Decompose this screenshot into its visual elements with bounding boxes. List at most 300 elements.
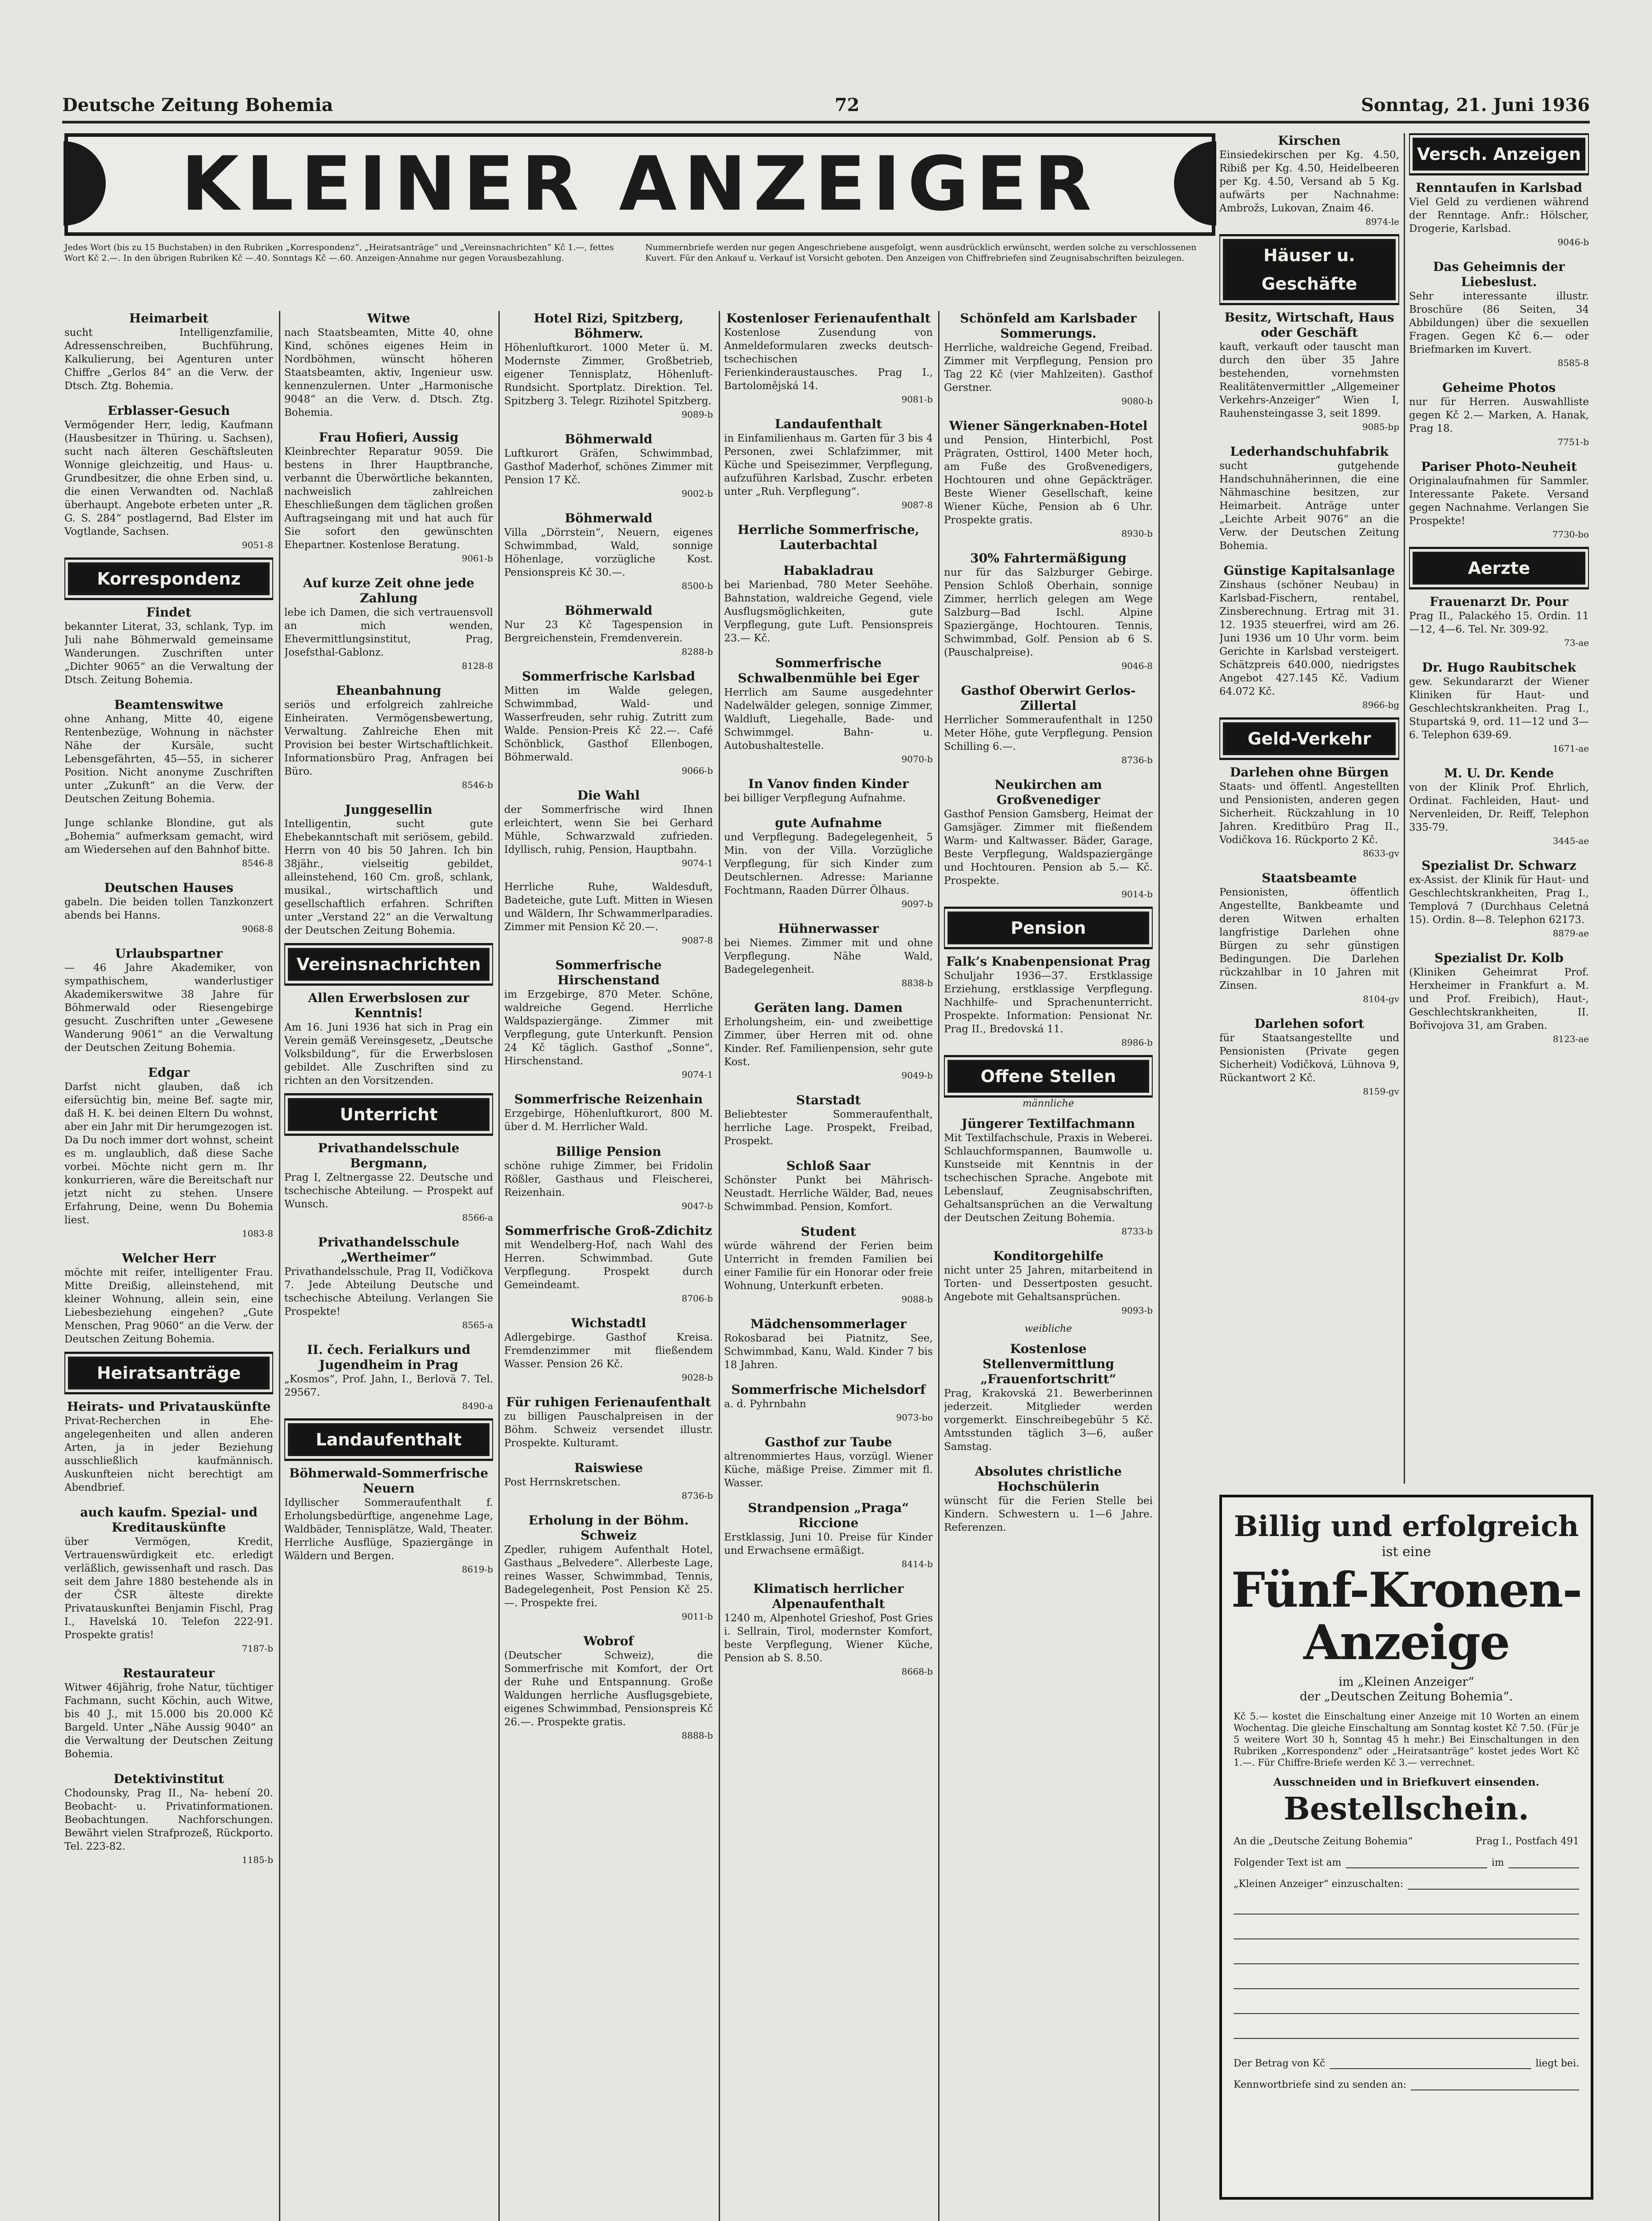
classified-ad (64, 880, 273, 935)
classified-ad (64, 1065, 273, 1240)
ad-headline: Klimatisch herrlicher Alpenaufenthalt (753, 1581, 904, 1611)
ad-headline: Junggesellin (345, 802, 433, 817)
ad-code: 8974-le (1365, 216, 1399, 227)
classified-ad (1219, 133, 1399, 228)
classified-ad (284, 1342, 493, 1413)
classified-ad (1219, 765, 1399, 860)
ad-code: 8546-b (462, 780, 493, 790)
ad-column-5 (944, 311, 1153, 2221)
order-date-suffix: im (1491, 1857, 1504, 1868)
classified-ad (724, 563, 933, 645)
ad-headline: Böhmerwald (565, 511, 653, 525)
order-text-blank[interactable] (1234, 1890, 1579, 1915)
classified-ad (284, 802, 493, 937)
ad-code: 1671-ae (1552, 743, 1589, 754)
ad-code: 8930-b (1121, 528, 1153, 539)
ad-text: Herrliche, waldreiche Gegend, Freibad. Zimmer mit Verpflegung, Pension pro Tag 22 Kč (vier Mahlzeiten). Gasthof Gerstner. (944, 342, 1153, 394)
masthead-name: Deutsche Zeitung Bohemia (62, 94, 333, 115)
section-heading: Geld-Verkehr (1223, 722, 1396, 755)
issue-date: Sonntag, 21. Juni 1936 (1361, 94, 1590, 115)
ad-code: 3445-ae (1552, 836, 1589, 846)
ad-text: Rokosbarad bei Piatnitz, See, Schwimmbad, Kanu, Wald. Kinder 7 bis 18 Jahren. (724, 1333, 933, 1371)
ad-text: (Deutscher Schweiz), die Sommerfrische mit Komfort, der Ort der Ruhe und Entspannung. Große Waldungen herrliche Ausflugsgebiete, eigenes Schwimmbad, Pensionspreis Kč 26.—. Prospekte gratis. (504, 1650, 713, 1728)
ad-headline: Spezialist Dr. Kolb (1434, 951, 1564, 965)
classified-ad (504, 669, 713, 777)
classified-ad (504, 1092, 713, 1134)
ad-headline: Starstadt (796, 1093, 861, 1107)
classified-ad (64, 403, 273, 552)
classified-ad (64, 1505, 273, 1655)
ad-text: Zpedler, ruhigem Aufenthalt Hotel, Gasthaus „Belvedere“. Allerbeste Lage, reines Wasser, Schwimmbad, Tennis, Badegelegenheit, Post Pension Kč 25.—. Prospekte frei. (504, 1544, 713, 1609)
ad-text: und Verpflegung. Badegelegenheit, 5 Min. von der Villa. Vorzügliche Verpflegung, für sich Kinder zum Deutschlernen. Adresse: Marianne Fochtmann, Raaden Dürrer Ölhaus. (724, 832, 933, 896)
coupon-connector: ist eine (1381, 1544, 1431, 1560)
ad-text: Mitten im Walde gelegen, Schwimmbad, Wald- und Wasserfreuden, sehr ruhig. Zutritt zum Walde. Pension-Preis Kč 22.—. Café Schönblick, Gasthof Ellenbogen, Böhmerwald. (504, 685, 713, 763)
ad-text: Beliebtester Sommeraufenthalt, herrliche Lage. Prospekt, Freibad, Prospekt. (724, 1109, 933, 1147)
ad-headline: Strandpension „Praga“ Riccione (748, 1501, 909, 1530)
classified-ad (504, 1634, 713, 1742)
ad-text: Viel Geld zu verdienen während der Renntage. Anfr.: Hölscher, Drogerie, Karlsbad. (1409, 196, 1589, 235)
ad-headline: Geheime Photos (1442, 380, 1556, 395)
ad-text: Kleinbrechter Reparatur 9059. Die bestens in Ihrer Hauptbranche, verbannt die Überwörtliche bekannten, nachweislich zahlreichen Eheschließungen dem täglichen großen Auftragseingang mit und hat auch für Sie sofort den gewünschten Ehepartner. Kostenlose Beratung. (284, 446, 493, 551)
section-heading: Heiratsanträge (68, 1357, 270, 1389)
classified-ad (64, 1771, 273, 1867)
ad-text: gew. Sekundararzt der Wiener Kliniken für Haut- und Geschlechtskrankheiten. Prag I., Stupartská 9, ord. 11—12 und 3—6. Telephon 639-69. (1409, 676, 1589, 741)
terms-left: Jedes Wort (bis zu 15 Buchstaben) in den Rubriken „Korrespondenz“, „Heiratsanträge“ und „Vereinsnachrichten“ Kč 1.—, fettes Wort Kč 2.—. In den übrigen Rubriken Kč —.40. Sonntags Kč —.60. Anzeigen-Annahme nur gegen Vorausbezahlung. (64, 243, 614, 263)
coupon-section: im „Kleinen Anzeiger“ (1338, 1675, 1474, 1689)
ad-code: 9073-bo (896, 1412, 933, 1423)
ad-code: 9087-8 (681, 935, 713, 946)
ad-headline: Edgar (148, 1065, 190, 1080)
classified-ad (944, 1116, 1153, 1238)
ad-text: Vermögender Herr, ledig, Kaufmann (Hausbesitzer in Thüring. u. Sachsen), sucht nach älteren Geschäftsleuten Wonnige gleichzeitig, und Haus- u. Grundbesitzer, die ohne Erben sind, u. die einen Verwandten od. Nachlaß überhaupt. Angebote erbeten unter „R. G. S. 284“ postlagernd, Bad Elster im Vogtlande, Sachsen. (64, 419, 273, 537)
ad-headline: Witwe (367, 311, 410, 326)
ad-headline: M. U. Dr. Kende (1444, 766, 1554, 780)
ad-headline: Erholung in der Böhm. Schweiz (528, 1513, 689, 1543)
section-heading: Häuser u. Geschäfte (1223, 239, 1396, 300)
ad-headline: Beamtenswitwe (114, 697, 223, 712)
classified-ad (504, 432, 713, 500)
ad-headline: Kirschen (1278, 133, 1341, 148)
ad-headline: 30% Fahrtermäßigung (970, 551, 1127, 565)
ad-text: der Sommerfrische wird Ihnen erleichtert, wenn Sie bei Gerhard Mühle, Schwarzwald zufrieden. Idyllisch, ruhig, Pension, Hauptbahn. (504, 804, 713, 856)
ad-headline: Sommerfrische Reizenhain (514, 1092, 703, 1107)
classified-ad (64, 697, 273, 806)
ad-code: 7751-b (1557, 437, 1589, 447)
ad-code: 1185-b (242, 1855, 273, 1865)
section-title: KLEINER ANZEIGER (181, 140, 1099, 227)
ad-text: Adlergebirge. Gasthof Kreisa. Fremdenzimmer mit fließendem Wasser. Pension 26 Kč. (504, 1332, 713, 1370)
classified-ad (724, 1000, 933, 1082)
ad-headline: Heimarbeit (129, 311, 209, 326)
ad-text: Einsiedekirschen per Kg. 4.50, Ribiß per Kg. 4.50, Heidelbeeren per Kg. 4.50, Versand ab 5 Kg. aufwärts per Nachnahme: Ambrožs, Lukovan, Znaim 46. (1219, 149, 1399, 214)
ad-text: — 46 Jahre Akademiker, von sympathischem, wanderlustiger Akademikerswitwe 38 Jahre für Böhmerwald oder Riesengebirge gesucht. Zuschriften unter „Gewesene Wanderung 9061“ an die Verwaltung der Deutschen Zeitung Bohemia. (64, 962, 273, 1054)
section-heading: Offene Stellen (947, 1060, 1149, 1093)
ad-headline: Eheanbahnung (336, 683, 442, 698)
classified-ad (1219, 444, 1399, 553)
ad-text: Erstklassig, Juni 10. Preise für Kinder und Erwachsene ermäßigt. (724, 1532, 933, 1556)
ad-headline: Allen Erwerbslosen zur Kenntnis! (308, 991, 470, 1020)
ad-text: Erholungsheim, ein- und zweibettige Zimmer, über Herren mit od. ohne Kinder. Ref. Familienpension, sehr gute Kost. (724, 1016, 933, 1068)
ad-text: seriös und erfolgreich zahlreiche Einheiraten. Vermögensbewertung, Verwaltung. Zahlreiche Ehen mit Provision bei bester Wirtschaftlichkeit. Informationsbüro Prag, Anfragen bei Büro. (284, 699, 493, 777)
order-date-field[interactable] (1346, 1856, 1487, 1868)
ad-terms (64, 242, 1208, 298)
order-reply-field[interactable] (1411, 2078, 1579, 2090)
classified-ad (724, 1093, 933, 1148)
order-address-to: An die „Deutsche Zeitung Bohemia“ (1234, 1836, 1413, 1847)
ad-code: 8879-ae (1552, 928, 1589, 939)
ad-column-4 (724, 311, 933, 2221)
ad-text: Herrlich am Saume ausgedehnter Nadelwälder gelegen, sonnige Zimmer, Waldluft, Liegehalle, Bade- und Schwimmgel. Bahn- u. Autobushaltestelle. (724, 687, 933, 752)
classified-ad (724, 311, 933, 406)
ad-text: lebe ich Damen, die sich vertrauensvoll an mich wenden, Ehevermittlungsinstitut, Prag, Josefsthal-Gablonz. (284, 607, 493, 658)
ad-text: Schönster Punkt bei Mährisch-Neustadt. Herrliche Wälder, Bad, neues Schwimmbad. Pension, Komfort. (724, 1174, 933, 1213)
ad-text: Chodounsky, Prag II., Na- hebení 20. Beobacht- u. Privatinformationen. Beobachtungen. Nachforschungen. Bewährt vielen Strafprozeß, Rückporto. Tel. 223-82. (64, 1787, 273, 1852)
classified-ad (284, 430, 493, 565)
ad-headline: Hotel Rizi, Spitzberg, Böhmerw. (533, 311, 684, 341)
section-heading: Korrespondenz (68, 562, 270, 595)
classified-ad (944, 1341, 1153, 1453)
order-text-line[interactable] (1234, 1877, 1579, 1890)
classified-ad (64, 1399, 273, 1494)
ad-headline: Privathandelsschule Bergmann, (318, 1141, 460, 1170)
ad-code: 8838-b (901, 978, 933, 988)
ad-headline: Staatsbeamte (1262, 871, 1357, 885)
order-reply-label: Kennwortbriefe sind zu senden an: (1234, 2079, 1407, 2090)
ad-text: Nur 23 Kč Tagespension in Bergreichenstein, Fremdenverein. (504, 619, 713, 644)
ad-headline: Student (800, 1224, 856, 1239)
ad-code: 9046-8 (1121, 661, 1153, 671)
ad-headline: Kostenloser Ferienaufenthalt (726, 311, 931, 326)
ad-code: 8736-b (681, 1490, 713, 1501)
ad-text: Privat-Recherchen in Ehe- angelegenheiten und allen anderen Arten, ja in jeder Beziehung ausschließlich kaufmännisch. Auskunfteien nicht berechtigt am Abendbrief. (64, 1415, 273, 1493)
ad-text: über Vermögen, Kredit, Vertrauenswürdigkeit etc. erledigt verläßlich, gewissenhaft und rasch. Das seit dem Jahre 1880 bestehende als in der ČSR älteste direkte Privatauskunftei Benjamin Fischl, Prag I., Havelská 10. Telefon 222-91. Prospekte gratis! (64, 1536, 273, 1641)
classified-ad (944, 1464, 1153, 1534)
ad-code: 9087-8 (901, 500, 933, 510)
ad-text: Idyllischer Sommeraufenthalt f. Erholungsbedürftige, angenehme Lage, Waldbäder, Tennisplätze, Wald, Theater. Herrliche Ausflüge, Spaziergänge in Wäldern und Bergen. (284, 1497, 493, 1562)
order-text-blank[interactable] (1234, 1915, 1579, 1939)
ad-headline: Schönfeld am Karlsbader Sommerungs. (960, 311, 1137, 341)
order-date-field-2[interactable] (1509, 1856, 1579, 1868)
ad-headline: Wobrof (583, 1634, 634, 1648)
ad-headline: Für ruhigen Ferienaufenthalt (506, 1395, 711, 1409)
ad-headline: Neukirchen am Großvenediger (995, 777, 1102, 807)
classified-ad (1409, 459, 1589, 541)
section-heading: Pension (947, 911, 1149, 944)
classified-ad (1409, 858, 1589, 940)
ad-text: sucht gutgehende Handschuhnäherinnen, die eine Nähmaschine besitzen, zur Heimarbeit. Anträge unter „Leichte Arbeit 9076“ an die Verw. der Deutschen Zeitung Bohemia. (1219, 460, 1399, 552)
terms-right: Nummernbriefe werden nur gegen Angeschriebene ausgefolgt, wenn ausdrücklich erwünscht, werden solche zu verschlossenen Kuvert. Für den Ankauf u. Verkauf ist Vorsicht geboten. Den Anzeigen von Chiffrebriefen sind Zeugnisabschriften beizulegen. (645, 243, 1197, 263)
ad-text: für Staatsangestellte und Pensionisten (Private gegen Sicherheit) Vodičková, Lühnova 9, Rückantwort 2 Kč. (1219, 1032, 1399, 1084)
ad-code: 8566-a (462, 1212, 493, 1223)
ad-text: Am 16. Juni 1936 hat sich in Prag ein Verein gemäß Vereinsgesetz, „Deutsche Volksbildung“, für die Erwerbslosen gebildet. Alle Zuschriften sind zu richten an den Vorsitzenden. (284, 1022, 493, 1087)
ad-code: 9049-b (901, 1070, 933, 1081)
ad-headline: II. čech. Ferialkurs und Jugendheim in Prag (307, 1342, 471, 1372)
ad-column-right-narrow (1409, 133, 1589, 1484)
ad-code: 9066-b (681, 765, 713, 776)
ad-code: 8733-b (1121, 1226, 1153, 1237)
ad-column-right-wide (1219, 133, 1399, 1484)
ad-code: 73-ae (1564, 637, 1589, 648)
ad-code: 9051-8 (242, 540, 273, 550)
ad-headline: Schloß Saar (786, 1158, 871, 1173)
ad-text: wünscht für die Ferien Stelle bei Kindern. Schwestern u. 1—6 Jahre. Referenzen. (944, 1495, 1153, 1533)
ad-text: Pensionisten, öffentlich Angestellte, Bankbeamte und deren Witwen erhalten langfristige Darlehen ohne Bürgen zu sehr günstigen Bedingungen. Die Darlehen rückzahlbar in 10 Jahren mit Zinsen. (1219, 887, 1399, 991)
ad-headline: Renntaufen in Karlsbad (1416, 180, 1582, 195)
ad-text: würde während der Ferien beim Unterricht in fremden Familien bei einer Familie für ein Honorar oder freie Wohnung, Unterkunft erbeten. (724, 1240, 933, 1292)
ad-code: 7187-b (242, 1643, 273, 1654)
classified-ad (1409, 594, 1589, 649)
ad-text: von der Klinik Prof. Ehrlich, Ordinat. Fachleiden, Haut- und Nervenleiden, Dr. Reiff, Telephon 335-79. (1409, 782, 1589, 833)
classified-ad (504, 1461, 713, 1502)
classified-ad (1409, 380, 1589, 449)
ad-text: Darfst nicht glauben, daß ich eifersüchtig bin, meine Bef. sagte mir, daß H. K. bei deinen Eltern Du wohnst, aber ein Jahr mit Dir herumgezogen ist. Da Du noch immer dort wohnst, scheint es m. unglaublich, daß diese Sache vorbei. Möchte nicht gern m. Ihr konkurrieren, wäre die Bereitschaft nur jetzt nicht zu stehen. Unsere Erfahrung, Deine, wenn Du Bohemia liest. (64, 1081, 273, 1226)
classified-ad (1409, 180, 1589, 249)
ad-text: nicht unter 25 Jahren, mitarbeitend in Torten- und Dessertposten gesucht. Angebote mit Gehaltsansprüchen. (944, 1265, 1153, 1303)
ad-headline: Wiener Sängerknaben-Hotel (949, 418, 1148, 433)
ad-headline: Herrliche Sommerfrische, Lauterbachtal (737, 522, 920, 552)
ad-code: 9074-1 (681, 858, 713, 868)
ad-headline: Frauenarzt Dr. Pour (1429, 594, 1568, 609)
ad-code: 8159-gv (1363, 1086, 1399, 1097)
ad-headline: In Vanov finden Kinder (748, 776, 909, 791)
ad-text: bei Marienbad, 780 Meter Seehöhe. Bahnstation, waldreiche Gegend, viele Ausflugsmöglichkeiten, gute Verpflegung, gute Luft. Pensionspreis 23.— Kč. (724, 579, 933, 644)
ad-headline: Wichstadtl (571, 1316, 646, 1330)
order-date-label: Folgender Text ist am (1234, 1857, 1342, 1868)
classified-ad (284, 1235, 493, 1332)
order-reply-line[interactable] (1234, 2078, 1579, 2090)
ad-headline: Gasthof zur Taube (764, 1435, 892, 1449)
ad-column-1 (64, 311, 273, 2221)
ad-headline: Heirats- und Privatauskünfte (67, 1399, 271, 1414)
ad-code: 8128-8 (462, 661, 493, 671)
ad-headline: Urlaubspartner (115, 946, 223, 961)
classified-ad (1219, 1016, 1399, 1098)
ad-headline: gute Aufnahme (775, 816, 882, 830)
classified-ad (504, 1395, 713, 1450)
classified-ad (64, 946, 273, 1055)
ad-headline: Geräten lang. Damen (754, 1000, 903, 1015)
order-text-blank[interactable] (1234, 2014, 1579, 2039)
order-text-label: „Kleinen Anzeiger“ einzuschalten: (1234, 1879, 1404, 1890)
ad-headline: Sommerfrische Groß-Zdichitz (505, 1223, 713, 1238)
ad-text: Kostenlose Zusendung von Anmeldeformularen zwecks deutsch-tschechischen Ferienkinderaustausches. Prag I., Bartolomějská 14. (724, 327, 933, 392)
ad-headline: Pariser Photo-Neuheit (1421, 459, 1577, 474)
ad-text: nur für das Salzburger Gebirge. Pension Schloß Oberhain, sonnige Zimmer, herrlich gelegen am Wege Salzburg—Bad Ischl. Alpine Spaziergänge, Hochtouren. Tennis, Schwimmbad, Golf. Pension ab 6 S. (Pauschalpreise). (944, 567, 1153, 658)
ad-code: 9093-b (1121, 1305, 1153, 1316)
section-heading: Landaufenthalt (288, 1423, 490, 1456)
ad-headline: Die Wahl (577, 788, 640, 803)
ad-code: 8490-a (462, 1401, 493, 1411)
ad-headline: Auf kurze Zeit ohne jede Zahlung (303, 576, 474, 605)
ad-code: 9046-b (1557, 237, 1589, 247)
classified-ad (944, 311, 1153, 408)
ad-code: 9089-b (681, 409, 713, 420)
section-heading: Aerzte (1413, 552, 1585, 585)
column-rule (1158, 311, 1160, 2221)
ad-text: schöne ruhige Zimmer, bei Fridolin Rößler, Gasthaus und Fleischerei, Reizenhain. (504, 1160, 713, 1198)
classified-ad (284, 1466, 493, 1576)
ad-text: Intelligentin, sucht gute Ehebekanntschaft mit seriösem, gebild. Herrn von 40 bis 50 Jahren. Ich bin 38jähr., vielseitig gebildet, alleinstehend, 160 Cm. groß, schlank, musikal., wirtschaftlich und gesellschaftlich erfahren. Schriften unter „Verstand 22“ an die Verwaltung der Deutschen Zeitung Bohemia. (284, 818, 493, 936)
ad-headline: Privathandelsschule „Wertheimer“ (318, 1235, 460, 1265)
ad-code: 9061-b (462, 553, 493, 564)
column-rule (719, 311, 720, 2221)
classified-ad (1219, 563, 1399, 712)
ad-code: 8633-gv (1363, 848, 1399, 859)
ad-headline: auch kaufm. Spezial- und Kreditauskünfte (80, 1505, 258, 1535)
classified-ad (504, 1223, 713, 1305)
ad-headline: Jüngerer Textilfachmann (961, 1116, 1135, 1131)
order-amount-field[interactable] (1330, 2057, 1531, 2069)
classified-ad (284, 576, 493, 673)
ad-code: 9097-b (901, 899, 933, 909)
classified-ad (504, 880, 713, 947)
ad-text: Post Herrnskretschen. (504, 1477, 621, 1488)
ad-text: „Kosmos“, Prof. Jahn, I., Berlovä 7. Tel. 29567. (284, 1373, 493, 1398)
ad-text: bei Niemes. Zimmer mit und ohne Verpflegung. Nähe Wald, Badegelegenheit. (724, 937, 933, 975)
ad-headline: Landaufenthalt (775, 417, 882, 431)
order-address (1234, 1836, 1579, 1847)
ad-code: 9070-b (901, 754, 933, 764)
ad-text: (Kliniken Geheimrat Prof. Herxheimer in Frankfurt a. M. und Prof. Freibich), Haut-, Geschlechtskrankheiten, II. Bořivojova 31, am Graben. (1409, 967, 1589, 1031)
ad-headline: Sommerfrische Schwalbenmühle bei Eger (737, 656, 920, 685)
section-heading: Vereinsnachrichten (288, 948, 490, 981)
ad-text: Prag I, Zeltnergasse 22. Deutsche und tschechische Abteilung. — Prospekt auf Wunsch. (284, 1172, 493, 1210)
classified-ad (724, 1435, 933, 1490)
ad-text: im Erzgebirge, 870 Meter. Schöne, waldreiche Gegend. Herrliche Waldspaziergänge. Zimmer mit Verpflegung, gute Unterkunft. Pension 24 Kč täglich. Gasthof „Sonne“, Hirschenstand. (504, 989, 713, 1067)
classified-ad (1409, 766, 1589, 848)
ad-code: 1083-8 (242, 1228, 273, 1239)
ad-text: Schuljahr 1936—37. Erstklassige Erziehung, erstklassige Verpflegung. Nachhilfe- und Sprachenunterricht. Prospekte. Information: Pensionat Nr. Prag II., Bredovská 11. (944, 970, 1153, 1035)
ad-code: 9047-b (681, 1201, 713, 1211)
ad-code: 8966-bg (1362, 700, 1399, 710)
ad-text: bei billiger Verpflegung Aufnahme. (724, 792, 906, 804)
classified-ad (284, 1141, 493, 1224)
page-number: 72 (835, 94, 860, 115)
ad-text: Zinshaus (schöner Neubau) in Karlsbad-Fischern, rentabel, Zinsberechnung. Ertrag mit 31. 12. 1935 steuerfrei, wird am 26. Juni 1936 um 10 Uhr vorm. beim Gerichte in Karlsbad versteigert. Schätzpreis 640.000, niedrigstes Angebot 427.145 Kč. Vadium 64.072 Kč. (1219, 579, 1399, 697)
ad-text: zu billigen Pauschalpreisen in der Böhm. Schweiz versendet illustr. Prospekte. Kulturamt. (504, 1411, 713, 1449)
ad-code: 9002-b (681, 488, 713, 499)
classified-ad (944, 683, 1153, 767)
ad-text: ex-Assist. der Klinik für Haut- und Geschlechtskrankheiten, Prag I., Templová 7 (Durchhaus Celetná 15). Ordin. 8—8. Telephon 62173. (1409, 874, 1589, 926)
ad-text: bekannter Literat, 33, schlank, Typ. im Juli nahe Böhmerwald gemeinsame Wanderungen. Zuschriften unter „Dichter 9065“ an die Verwaltung der Dtsch. Zeitung Bohemia. (64, 621, 273, 686)
order-date-line[interactable] (1234, 1856, 1579, 1868)
classified-ad (504, 1144, 713, 1213)
classified-ad (64, 1251, 273, 1346)
ad-headline: Gasthof Oberwirt Gerlos-Zillertal (961, 683, 1136, 713)
ad-code: 8585-8 (1557, 358, 1589, 368)
classified-ad (284, 991, 493, 1087)
section-heading: Versch. Anzeigen (1413, 138, 1585, 171)
ad-code: 8288-b (681, 646, 713, 657)
order-text-blank[interactable] (1234, 1939, 1579, 1964)
order-amount-line[interactable] (1234, 2057, 1579, 2069)
ad-headline: Absolutes christliche Hochschülerin (975, 1464, 1122, 1494)
column-rule (938, 311, 939, 2221)
order-address-box: Prag I., Postfach 491 (1475, 1836, 1579, 1847)
ad-headline: Darlehen sofort (1254, 1016, 1364, 1031)
order-coupon (1219, 1495, 1593, 2200)
ad-text: nur für Herren. Auswahlliste gegen Kč 2.— Marken, A. Hanak, Prag 18. (1409, 396, 1589, 434)
ad-headline: Kostenlose Stellenvermittlung „Frauenfortschritt“ (980, 1341, 1116, 1386)
ad-headline: Konditorgehilfe (993, 1249, 1104, 1263)
classified-ad (504, 1513, 713, 1623)
ad-headline: Findet (146, 605, 191, 620)
ad-headline: Sommerfrische Karlsbad (522, 669, 695, 684)
classified-ad (504, 788, 713, 870)
ad-code: 9081-b (901, 394, 933, 405)
classified-ad (944, 551, 1153, 673)
classified-ad (724, 921, 933, 990)
classified-ad (64, 1666, 273, 1761)
ad-code: 9028-b (681, 1372, 713, 1383)
ad-code: 8888-b (681, 1730, 713, 1741)
ad-code: 9088-b (901, 1294, 933, 1305)
ad-code: 8104-gv (1363, 994, 1399, 1004)
classified-ad (1219, 871, 1399, 1006)
ad-text: Staats- und öffentl. Angestellten und Pensionisten, anderen gegen Sicherheit. Rückzahlung in 10 Jahren. Kreditbüro Prag II., Vodičkova 16. Rückporto 2 Kč. (1219, 781, 1399, 846)
ad-headline: Sommerfrische Hirschenstand (555, 958, 662, 987)
ad-code: 8414-b (901, 1559, 933, 1569)
ad-code: 9080-b (1121, 396, 1153, 406)
ad-code: 8546-8 (242, 858, 273, 868)
classified-ad (724, 1317, 933, 1372)
ad-text: Luftkurort Gräfen, Schwimmbad, Gasthof Maderhof, schönes Zimmer mit Pension 17 Kč. (504, 448, 713, 486)
classified-ad (724, 776, 933, 805)
classified-ad (1409, 259, 1589, 370)
ad-code: 9074-1 (681, 1069, 713, 1080)
classified-ad (724, 1224, 933, 1306)
ad-text: Sehr interessante illustr. Broschüre (86 Seiten, 34 Abbildungen) über die sexuellen Fragen. Gegen Kč 6.— oder Briefmarken im Kuvert. (1409, 291, 1589, 355)
ad-code: 8986-b (1121, 1037, 1153, 1048)
ad-headline: Welcher Herr (122, 1251, 216, 1266)
order-amount-suffix: liegt bei. (1535, 2058, 1579, 2069)
classified-ad (724, 816, 933, 911)
section-banner (64, 133, 1215, 236)
ad-text: nach Staatsbeamten, Mitte 40, ohne Kind, schönes eigenes Heim in Nordböhmen, wünscht höheren Staatsbeamten, aktiv, Ingenieur usw. kennenzulernen. Unter „Harmonische 9048“ an die Verw. d. Dtsch. Ztg. Bohemia. (284, 327, 493, 418)
ad-headline: Dr. Hugo Raubitschek (1422, 660, 1576, 675)
ad-text: sucht Intelligenzfamilie, Adressenschreiben, Buchführung, Kalkulierung, bei Agenturen unter Chiffre „Gerlos 84“ an die Verw. der Dtsch. Ztg. Bohemia. (64, 327, 273, 392)
ad-headline: Restaurateur (123, 1666, 215, 1680)
ad-headline: Das Geheimnis der Liebeslust. (1433, 259, 1565, 289)
section-heading: Unterricht (288, 1098, 490, 1131)
ad-code: 8619-b (462, 1564, 493, 1575)
order-text-blank[interactable] (1234, 1989, 1579, 2014)
classified-ad (724, 656, 933, 766)
order-text-field[interactable] (1408, 1877, 1579, 1890)
coupon-offer: Fünf-Kronen-Anzeige (1231, 1562, 1582, 1671)
order-text-blank[interactable] (1234, 1964, 1579, 1989)
ad-code: 9014-b (1121, 889, 1153, 900)
column-rule (498, 311, 500, 2221)
ad-text: Herrlicher Sommeraufenthalt in 1250 Meter Höhe, gute Verpflegung. Pension Schilling 6.—. (944, 714, 1153, 752)
coupon-cut-note: Ausschneiden und in Briefkuvert einsenden. (1273, 1775, 1540, 1788)
classified-ad (724, 522, 933, 553)
classified-ad (1409, 660, 1589, 755)
ad-text: mit Wendelberg-Hof, nach Wahl des Herren. Schwimmbad. Gute Verpflegung. Prospekt durch Gemeindeamt. (504, 1239, 713, 1291)
ad-headline: Billige Pension (556, 1144, 661, 1159)
classified-ad (1409, 951, 1589, 1046)
classified-ad (504, 958, 713, 1081)
coupon-rates: Kč 5.— kostet die Einschaltung einer Anzeige mit 10 Worten an einem Wochentag. Die gleiche Einschaltung am Sonntag kostet Kč 7.50. (Für je 5 weitere Wort 30 h, Sonntag 45 h mehr.) Bei Einschaltungen in den Rubriken „Korrespondenz“ oder „Heiratsanträge“ kostet jedes Wort Kč 1.—. Für Chiffre-Briefe werden Kč 3.— verrechnet. (1234, 1711, 1579, 1768)
ad-text: Witwer 46jährig, frohe Natur, tüchtiger Fachmann, sucht Köchin, auch Witwe, bis 40 J., mit 15.000 bis 20.000 Kč Bargeld. Unter „Nähe Aussig 9040“ an die Verwaltung der Deutschen Zeitung Bohemia. (64, 1682, 273, 1760)
ad-code: 8123-ae (1552, 1034, 1589, 1044)
classified-ad (504, 1316, 713, 1384)
ad-text: altrenommiertes Haus, vorzügl. Wiener Küche, mäßige Preise. Zimmer mit fl. Wasser. (724, 1451, 933, 1489)
ad-headline: Detektivinstitut (113, 1771, 224, 1786)
coupon-headline: Billig und erfolgreich (1234, 1510, 1579, 1543)
ad-text: Erzgebirge, Höhenluftkurort, 800 M. über d. M. Herrlicher Wald. (504, 1108, 713, 1133)
subsection-label: weibliche (1024, 1323, 1072, 1334)
